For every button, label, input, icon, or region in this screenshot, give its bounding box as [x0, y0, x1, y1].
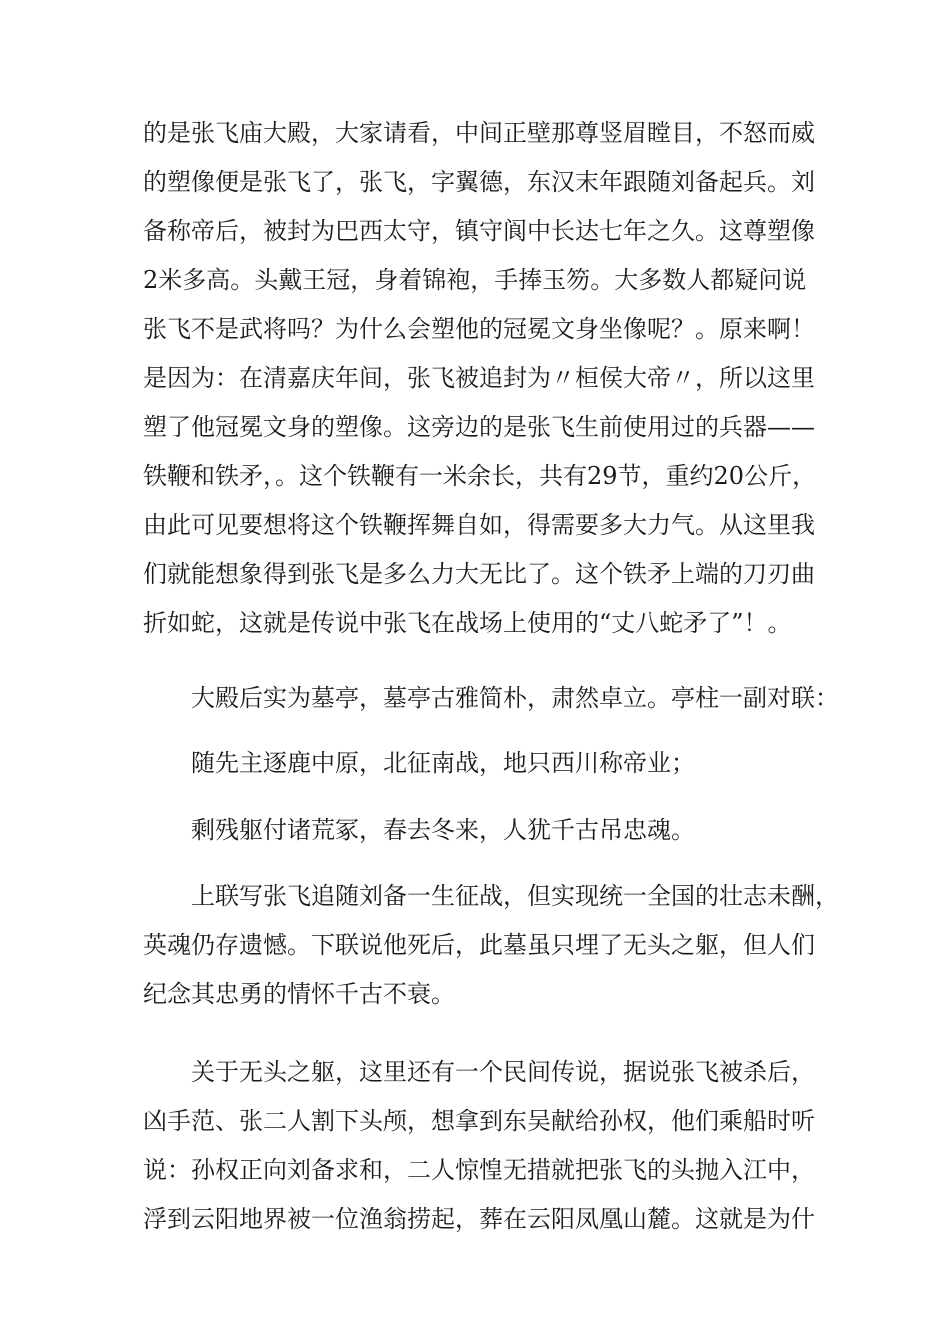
paragraph-2-line-1: 大殿后实为墓亭，墓亭古雅简朴，肃然卓立。亭柱一副对联：	[191, 684, 839, 712]
paragraph-1-line-8: 铁鞭和铁矛，。这个铁鞭有一米余长，共有29节，重约20公斤，	[143, 462, 817, 490]
paragraph-6-line-4: 浮到云阳地界被一位渔翁捞起，葬在云阳凤凰山麓。这就是为什	[143, 1205, 815, 1233]
paragraph-1-line-10: 们就能想象得到张飞是多么力大无比了。这个铁矛上端的刀刃曲	[143, 560, 815, 588]
paragraph-6-line-3: 说：孙权正向刘备求和，二人惊惶无措就把张飞的头抛入江中，	[143, 1156, 815, 1184]
paragraph-5-line-3: 纪念其忠勇的情怀千古不衰。	[143, 980, 455, 1008]
paragraph-6-line-2: 凶手范、张二人割下头颅，想拿到东吴献给孙权，他们乘船时听	[143, 1107, 815, 1135]
paragraph-1-line-2: 的塑像便是张飞了，张飞，字翼德，东汉末年跟随刘备起兵。刘	[143, 168, 815, 196]
paragraph-1-line-7: 塑了他冠冕文身的塑像。这旁边的是张飞生前使用过的兵器——	[143, 413, 815, 441]
paragraph-6-line-1: 关于无头之躯，这里还有一个民间传说，据说张飞被杀后，	[191, 1058, 815, 1086]
paragraph-1-line-4: 2米多高。头戴王冠，身着锦袍，手捧玉笏。大多数人都疑问说	[143, 266, 807, 294]
paragraph-5-line-2: 英魂仍存遗憾。下联说他死后，此墓虽只埋了无头之躯，但人们	[143, 931, 815, 959]
couplet-upper-line: 随先主逐鹿中原，北征南战，地只西川称帝业；	[191, 749, 695, 777]
paragraph-1-line-3: 备称帝后，被封为巴西太守，镇守阆中长达七年之久。这尊塑像	[143, 217, 815, 245]
paragraph-1-line-1: 的是张飞庙大殿，大家请看，中间正壁那尊竖眉瞠目，不怒而威	[143, 119, 815, 147]
paragraph-1-line-6: 是因为：在清嘉庆年间，张飞被追封为〃桓侯大帝〃，所以这里	[143, 364, 815, 392]
paragraph-1-line-11: 折如蛇，这就是传说中张飞在战场上使用的“丈八蛇矛了”！。	[143, 609, 792, 637]
paragraph-1-line-9: 由此可见要想将这个铁鞭挥舞自如，得需要多大力气。从这里我	[143, 511, 815, 539]
paragraph-5-line-1: 上联写张飞追随刘备一生征战，但实现统一全国的壮志未酬，	[191, 882, 839, 910]
paragraph-1-line-5: 张飞不是武将吗？为什么会塑他的冠冕文身坐像呢？。原来啊！	[143, 315, 815, 343]
couplet-lower-line: 剩残躯付诸荒冢，春去冬来，人犹千古吊忠魂。	[191, 816, 695, 844]
